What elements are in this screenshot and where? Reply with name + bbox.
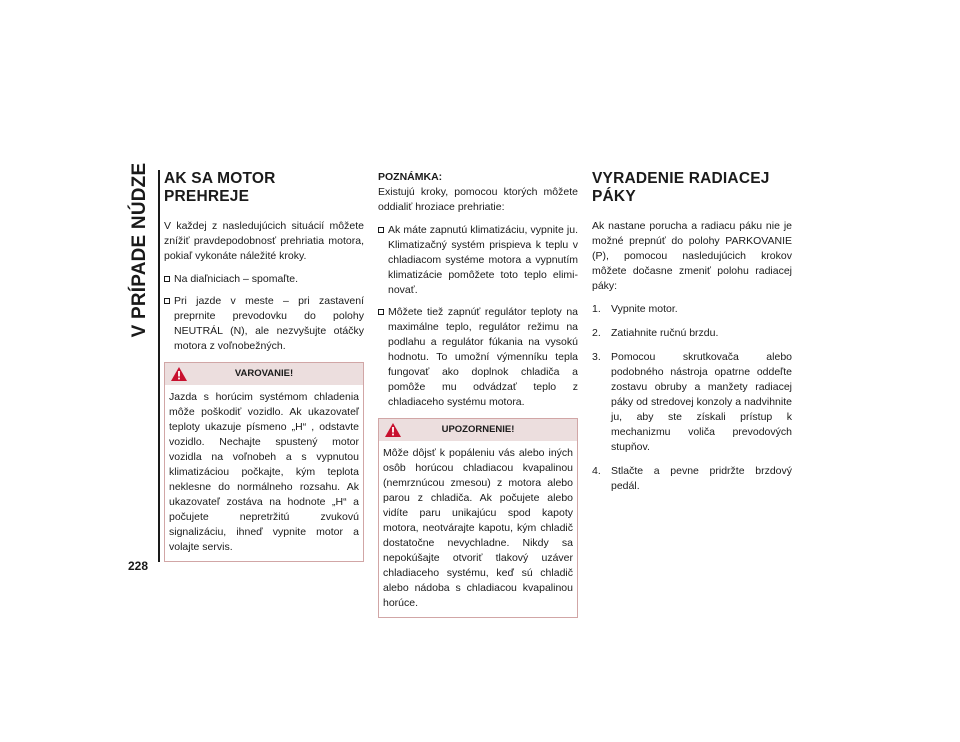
- overheat-bullet-list: [164, 272, 364, 354]
- warning-triangle-icon: [384, 422, 402, 438]
- section-divider: [158, 170, 160, 562]
- warning-box: [164, 362, 364, 562]
- caution-header: [379, 419, 577, 441]
- checkbox-bullet-icon: [164, 298, 170, 304]
- section-tab-label: V PRÍPADE NÚDZE: [129, 162, 150, 338]
- shift-override-intro: Ak nastane porucha a radiacu páku nie je možné prepnúť do polohy PARKOVANIE (P), pomocou nasledujúcich krokov môžete dočasne zmeniť polohu radiacej páky:: [592, 220, 792, 292]
- list-item: Na diaľniciach – spomaľte.: [164, 272, 364, 287]
- section-heading-overheat: AK SA MOTOR PREHREJE: [164, 170, 276, 205]
- column-engine-overheat: [164, 170, 364, 562]
- note-text: Existujú kroky, pomocou ktorých môžete oddialiť hroziace prehriatie:: [378, 186, 578, 213]
- caution-body: [379, 441, 577, 617]
- caution-label: UPOZORNENIE!: [441, 424, 515, 435]
- note-bullet-list: [378, 223, 578, 410]
- caution-text: Môže dôjsť k popáleniu vás alebo iných osôb horúcou chladiacou kvapalinou (nemrznúcou zmesou) z motora alebo parou z chladiča. Ak počujete alebo vidíte paru unikajúcu spod kapoty motora, neotvárajte kapotu, kým chladič dostatočne nevychladne. Nikdy sa nepokúšajte otvoriť tlakový uzáver chladiaceho systému, keď sú chladič alebo nádoba s chladiacou kvapalinou horúce.: [383, 447, 573, 609]
- section-tab: [122, 162, 158, 338]
- warning-label: VAROVANIE!: [234, 368, 294, 379]
- list-item: 1. Vypnite motor.: [592, 303, 678, 315]
- overheat-intro: V každej z nasledujúcich situácií môžete znížiť pravdepodobnosť prehriatia motora, pokiaľ vykonáte náležité kroky.: [164, 220, 364, 262]
- list-item: Ak máte zapnutú klimatizáciu, vypnite ju. Klimatizačný systém prispieva k teplu v chladiacom systéme motora a vypnutím klimatizácie pomôžete toto teplo eliminovať.: [378, 223, 578, 298]
- checkbox-bullet-icon: [378, 309, 384, 315]
- section-heading-shift-override: VYRADENIE RADIACEJ PÁKY: [592, 170, 770, 205]
- shift-override-steps: [592, 302, 792, 494]
- checkbox-bullet-icon: [164, 276, 170, 282]
- column-note: [378, 170, 578, 618]
- warning-triangle-icon: [170, 366, 188, 382]
- list-item: 2. Zatiahnite ručnú brzdu.: [592, 327, 719, 339]
- warning-text: Jazda s horúcim systémom chladenia môže poškodiť vozidlo. Ak ukazovateľ teploty ukazuje písmeno „H“ , odstavte vozidlo. Nechajte spustený motor vozidla na voľnobeh a s vypnutou klimatizáciou počkajte, kým teplota neklesne do normálneho rozsahu. Ak ukazovateľ zostáva na hodnote „H“ a počujete nepretržitú zvukovú signalizáciu, ihneď vypnite motor a volajte servis.: [169, 391, 359, 553]
- warning-body: [165, 385, 363, 561]
- checkbox-bullet-icon: [378, 227, 384, 233]
- list-item: Pri jazde v meste – pri zastavení preprnite prevodovku do polohy NEUTRÁL (N), ale nezvyšujte otáčky motora z voľnobežných.: [164, 294, 364, 354]
- warning-header: [165, 363, 363, 385]
- list-item: Môžete tiež zapnúť regulátor teploty na maximálne teplo, regulátor režimu na podlahu a regulátor fúkania na vysokú hodnotu. To umožní výmenníku tepla fungovať ako doplnok chladiča a pomôže mu odvádzať teplo z chladiaceho systému motora.: [378, 305, 578, 410]
- page-number: 228: [128, 559, 149, 573]
- note-label: POZNÁMKA:: [378, 171, 443, 183]
- column-shift-override: [592, 170, 792, 503]
- list-item: 4. Stlačte a pevne pridržte brzdový pedál.: [592, 465, 792, 492]
- list-item: 3. Pomocou skrutkovača alebo podobného nástroja opatrne oddeľte zostavu obruby a manžety radiacej páky od stredovej konzoly a nadvihnite ju, aby ste získali prístup k mechanizmu voliča prevodových stupňov.: [592, 351, 792, 453]
- caution-box: [378, 418, 578, 618]
